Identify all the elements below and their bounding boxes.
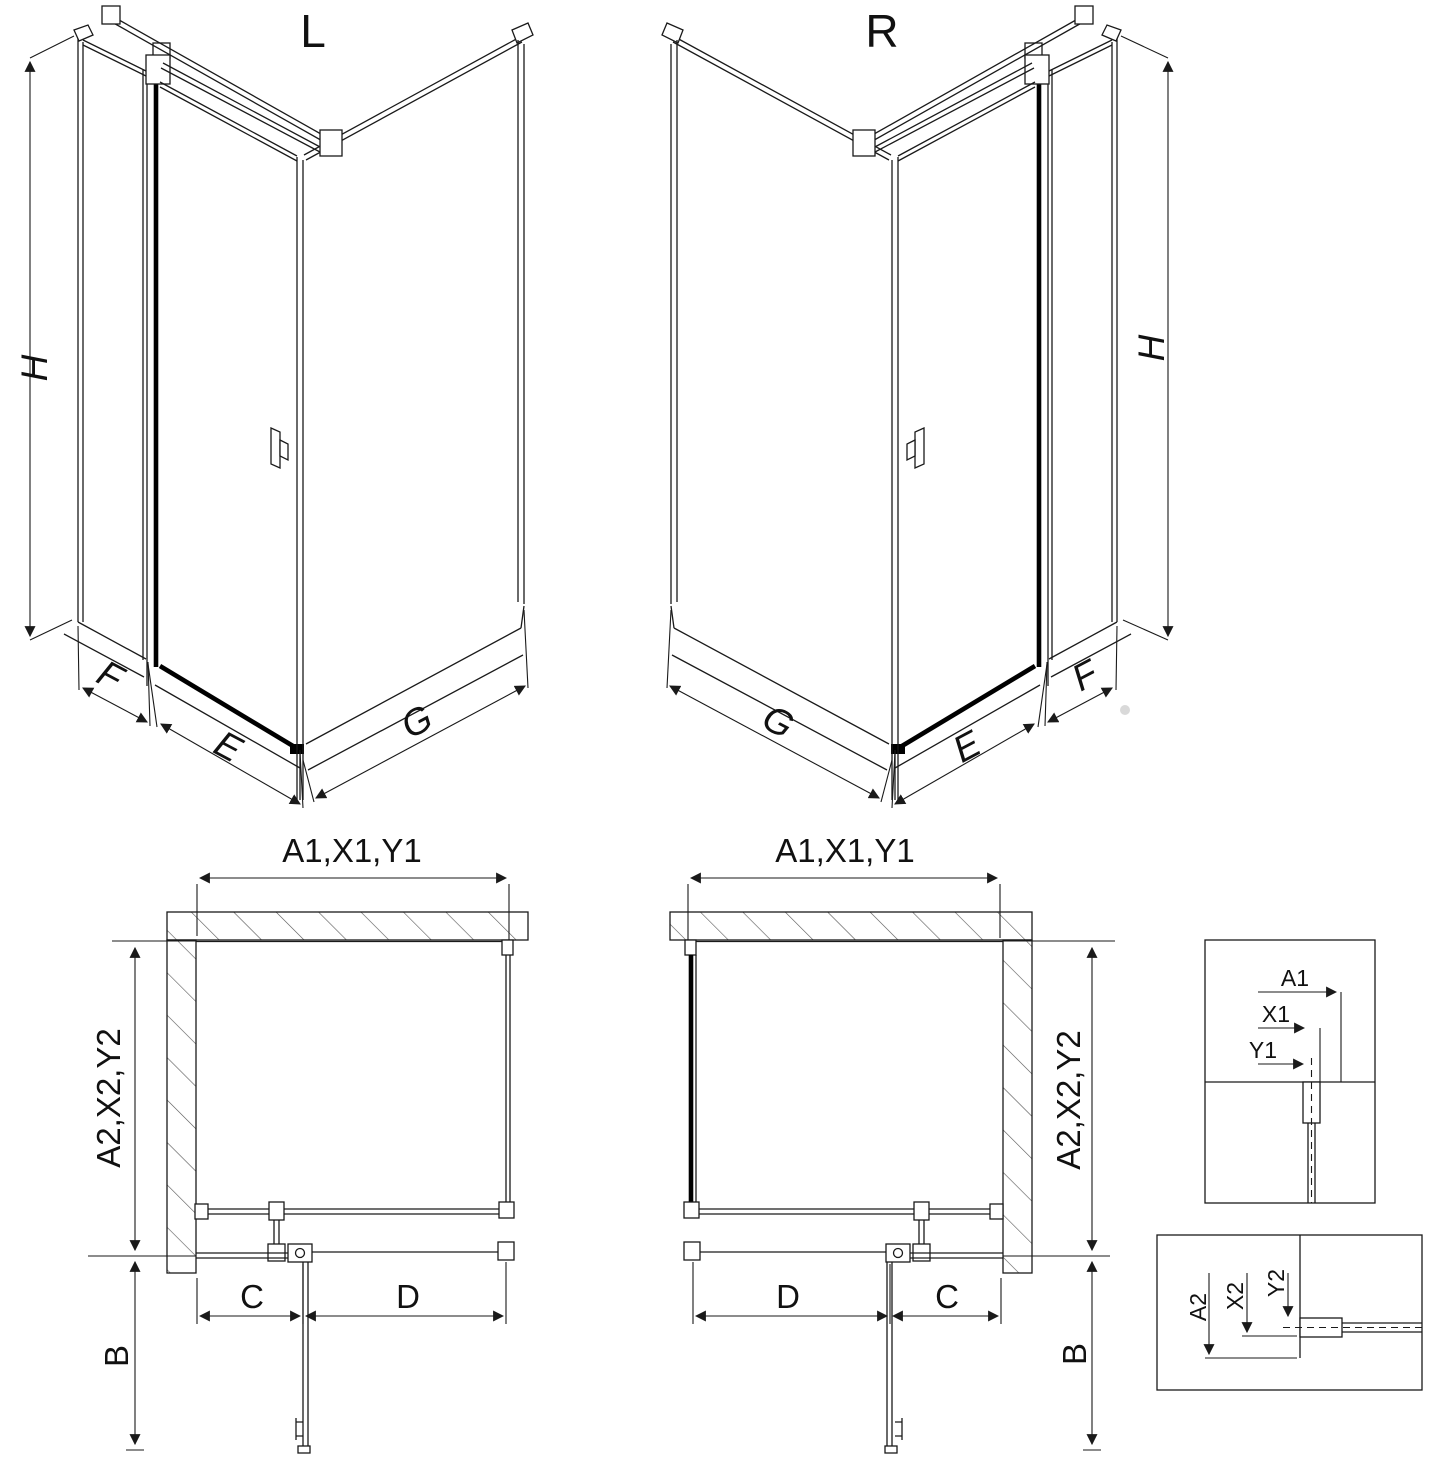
return-glass (506, 955, 510, 1203)
corner-post (892, 157, 898, 800)
height-label-right: H (1131, 334, 1172, 362)
door-swing-label-left-plan: B (98, 1344, 135, 1368)
depth-dim-label-left-plan: A2,X2,Y2 (90, 1028, 127, 1168)
open-door-plan (303, 1262, 308, 1446)
support-bar-plan (696, 1209, 990, 1214)
corner-bracket (853, 130, 875, 156)
return-label-left: G (394, 696, 440, 747)
wall-bracket (102, 6, 120, 24)
fixed-segment-label-right-plan: C (935, 1278, 959, 1315)
left-plan-view (88, 878, 528, 1453)
door-label-left: E (207, 722, 249, 771)
door-top-edge (898, 82, 1035, 161)
return-label-right: G (755, 696, 801, 747)
detail-top-y1-label: Y1 (1248, 1037, 1278, 1063)
depth-dim-label-right-plan: A2,X2,Y2 (1050, 1030, 1087, 1170)
pivot-circle (296, 1249, 305, 1258)
door-segment-label-right-plan: D (776, 1278, 800, 1315)
detail-bottom-y2-label: Y2 (1263, 1268, 1289, 1298)
panel-top-cap (74, 25, 93, 41)
door-segment-label-left-plan: D (396, 1278, 420, 1315)
width-dim-label-left-plan: A1,X1,Y1 (282, 832, 422, 869)
corner-post (297, 157, 303, 800)
detail-top-x1-label: X1 (1261, 1001, 1291, 1027)
glass-clamp (146, 55, 170, 84)
door-swing-label-right-plan: B (1056, 1342, 1093, 1366)
door-handle (907, 428, 924, 468)
fixed-segment-label-left-plan: C (240, 1278, 264, 1315)
detail-bottom-a2-label: A2 (1185, 1292, 1211, 1322)
left-wall (167, 940, 196, 1273)
width-dim-label-right-plan: A1,X1,Y1 (775, 832, 915, 869)
variant-label-right: R (865, 5, 899, 57)
door-top-edge (160, 82, 297, 161)
side-panel-label-right: F (1065, 652, 1105, 699)
support-bar-plan (208, 1209, 499, 1214)
right-wall (1003, 940, 1032, 1273)
detail-bottom-x2-label: X2 (1222, 1281, 1248, 1311)
door-handle (271, 428, 288, 468)
door-handle-plan (296, 1418, 303, 1440)
top-wall (670, 912, 1032, 940)
top-wall (167, 912, 528, 940)
glass-clamp (1025, 55, 1049, 84)
corner-bracket (320, 130, 342, 156)
artifact-dot (1120, 705, 1130, 715)
detail-top-a1-label: A1 (1280, 965, 1310, 991)
side-panel-label-left: F (90, 652, 130, 699)
door-handle-plan (895, 1418, 902, 1440)
variant-label-left: L (300, 5, 326, 57)
pivot-circle (894, 1249, 903, 1258)
door-label-right: E (946, 722, 988, 771)
height-label-left: H (14, 354, 55, 382)
right-plan-view (670, 878, 1115, 1453)
wall-bracket (1075, 6, 1093, 24)
